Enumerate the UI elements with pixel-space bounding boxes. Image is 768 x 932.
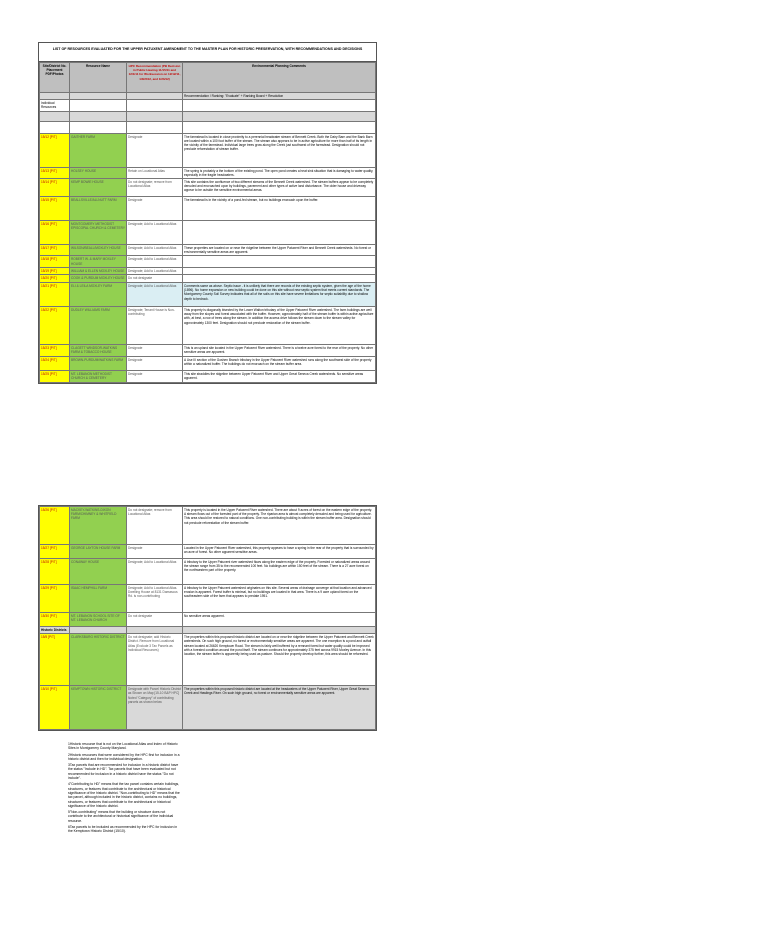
resource-name: WILSON/BEALL/MOXLEY HOUSE (70, 245, 127, 256)
footnotes (68, 742, 180, 836)
resource-table-continued (39, 506, 376, 730)
resource-row (40, 197, 376, 221)
resource-row (40, 559, 376, 585)
environmental-comment: The properties within this proposed historic district are located on or near the ridgeline between the Upper Patuxent and Bennett Creek watersheds. On such high ground, no forest or environmentally sensitive areas are apparent. The one exception is a pond and outfall stream located at 26620 Kemptown Road. The stream is fairly well buffered by a remnant forest but water quality could be improved with a forested condition around the pond itself. The stream continues for approximately 375 feet across 9915 Moxley Avenue. In this location, the stream buffer is apparently being used as pasture. Should the property develop further, this area should be reforested. (183, 634, 376, 686)
site-id: 15/27 [P/T] (40, 545, 70, 559)
resource-table-page-2 (38, 505, 377, 731)
resource-name: ELI & LEILA MOXLEY FARM (70, 283, 127, 307)
hpc-status: Designate (127, 545, 183, 559)
resource-row (40, 357, 376, 371)
site-id: 15/12 [P/T] (40, 133, 70, 167)
environmental-comment (183, 221, 376, 245)
site-id: 15/13 [P/T] (40, 167, 70, 178)
hpc-status: Designate; Add to Locational Atlas (127, 559, 183, 585)
resource-name: BROWN-PURDUM/WATKINS FARM (70, 357, 127, 371)
resource-name: MT. LEBANON SCHOOL SITE OF MT. LEBANON CHURCH (70, 613, 127, 627)
resource-name: MT. LEBANON METHODIST CHURCH & CEMETERY (70, 371, 127, 383)
resource-name: MONTGOMERY METHODIST EPISCOPAL CHURCH & CEMETERY (70, 221, 127, 245)
hpc-status: Designate; Tenant House is Non-contributing (127, 307, 183, 345)
district-row (40, 634, 376, 686)
hpc-status: Designate (127, 197, 183, 221)
header-environmental-comments: Environmental Planning Comments (183, 63, 376, 93)
environmental-comment: This is an upland site located in the Upper Patuxent River watershed. There is a twelve acre forest to the rear of the property. No other sensitive areas are apparent. (183, 345, 376, 357)
site-id: 15/20 [P/T] (40, 275, 70, 283)
resource-row (40, 179, 376, 197)
resource-name: BEALLSVILLE/ALLNUTT FARM (70, 197, 127, 221)
resource-row (40, 283, 376, 307)
resource-name: KEMPTOWN HISTORIC DISTRICT (70, 686, 127, 730)
resource-name: CONAWAY HOUSE (70, 559, 127, 585)
site-id: 15/22 [P/T] (40, 307, 70, 345)
resource-table-page-1 (38, 42, 377, 384)
resource-row (40, 167, 376, 178)
header-hpc-recommendation: HPC Recommendation (PB Decision in Public Hearing 11/15/11 and 12/1/11 for Worksession on 12/12/11, 1/3/2012, and 1/23/12) (127, 63, 183, 93)
environmental-comment: A Use III section of the Goshen Branch tributary in the Upper Patuxent River watershed runs along the southwest side of the property within a naturalized buffer. The buildings do not encroach on the stream buffer area. (183, 357, 376, 371)
resource-table (39, 62, 376, 383)
hpc-status: Designate; Add to Locational Atlas (127, 256, 183, 267)
site-id: 15/18 [P/T] (40, 256, 70, 267)
environmental-comment: This property is located in the Upper Patuxent River watershed. There are about 9 acres of forest on the eastern edge of the property. A stream flows out of the forested part of the property. The riparian area is almost completely denuded and being used for agriculture. This area should be restored to natural conditions. One non-contributing building is within the stream buffer area. Designation should not preclude reforestation of the stream buffer. (183, 507, 376, 545)
environmental-comment: Located in the Upper Patuxent River watershed, this property appears to have a spring in the rear of the property that is surrounded by an acre of forest. No other apparent sensitive areas. (183, 545, 376, 559)
environmental-comment: This site straddles the ridgeline between Upper Patuxent River and Upper Great Seneca Creek watersheds. No sensitive areas apparent. (183, 371, 376, 383)
resource-name: CLARKSBURG HISTORIC DISTRICT (70, 634, 127, 686)
district-row (40, 686, 376, 730)
environmental-comment: The properties within this proposed historic district are located at the headwaters of the Upper Patuxent River, Upper Great Seneca Creek and Hawlings River. On such high ground, no forest or environmentally sensitive areas are apparent. (183, 686, 376, 730)
resource-name: CLAGETT WINDSOR-WATKINS FARM & TOBACCO HOUSE (70, 345, 127, 357)
footnote: 4"Contributing to HD" means that the tax parcel contains certain buildings, structures, or features that contribute to the architectural or historical significance of the historic district. "Non-contributing to HD" means that the tax parcel, although included in the historic district, contains no buildings, structures, or features that contribute to the architectural or historical significance of the historic district. (68, 782, 180, 808)
hpc-status: Do not designate; remove from Locational Atlas (127, 507, 183, 545)
footnote: 6Tax parcels to be included as recommended by the HPC for inclusion in the Kemptown Historic District (15/10). (68, 825, 178, 834)
site-id: 15/23 [P/T] (40, 345, 70, 357)
site-id: 15/16 [P/T] (40, 221, 70, 245)
resource-name: ISAAC HEMPHILL FARM (70, 585, 127, 613)
site-id: 15/19 [P/T] (40, 267, 70, 274)
header-resource-name: Resource Name (70, 63, 127, 93)
site-id: 15/28 [P/T] (40, 559, 70, 585)
site-id: 15/26 [P/T] (40, 507, 70, 545)
resource-row (40, 245, 376, 256)
site-id: 15/14 [P/T] (40, 179, 70, 197)
section-label-individual: Individual Resources (40, 100, 70, 111)
resource-row (40, 256, 376, 267)
resource-row (40, 545, 376, 559)
site-id: 15/25 [P/T] (40, 371, 70, 383)
hpc-status: Designate; Add to Locational Atlas (127, 283, 183, 307)
hpc-status: Designate (127, 345, 183, 357)
environmental-comment (183, 256, 376, 267)
environmental-comment: The farmstead is located in close proximity to a perennial headwater stream of Bennett Creek. Both the Dairy Barn and the Bank Barn are located within a 100 foot buffer of the stream. The stream also appears to be in active agriculture for more than half of its length in the vicinity of the farmstead. Individual large trees grow along the Creek just southwest of the farmstead. Designation should not preclude reforestation of stream buffer. (183, 133, 376, 167)
site-id: 15/5 [P/T] (40, 634, 70, 686)
resource-row (40, 307, 376, 345)
resource-name: COOK & PURDUM MOXLEY HOUSE (70, 275, 127, 283)
hpc-status: Designate; Add to Locational Atlas (127, 221, 183, 245)
resource-name: GEORGE LAYTON HOUSE FARM (70, 545, 127, 559)
hpc-status: Designate; Add to Locational Atlas (127, 267, 183, 274)
resource-row (40, 221, 376, 245)
hpc-status: Designate (127, 357, 183, 371)
site-id: 15/29 [P/T] (40, 585, 70, 613)
site-id: 15/10 [P/T] (40, 686, 70, 730)
environmental-comment (183, 267, 376, 274)
table-title: LIST OF RESOURCES EVALUATED FOR THE UPPER PATUXENT AMENDMENT TO THE MASTER PLAN FOR HISTORIC PRESERVATION, WITH RECOMMENDATIONS AND DECISIONS (39, 43, 376, 62)
footnote: 2Historic resources that were considered by the HPC first for inclusion in a historic district and then for individual designation. (68, 752, 180, 761)
resource-row (40, 585, 376, 613)
environmental-comment (183, 275, 376, 283)
site-id: 15/17 [P/T] (40, 245, 70, 256)
hpc-status: Designate with Parcel Historic District as Shown on Map [15-10 B&P HPC] Noted "Category" of contributing parcels as shown below (127, 686, 183, 730)
hpc-status: Designate (127, 371, 183, 383)
resource-name: DUDLEY WILLIAMS FARM (70, 307, 127, 345)
resource-name: KEMP BOWIE HOUSE (70, 179, 127, 197)
resource-row (40, 507, 376, 545)
environmental-comment: A tributary to the Upper Patuxent river watershed flows along the eastern edge of the property. Forested or naturalized areas around the stream range from 35 to the recommended 100 feet. No buildings are within 150 feet of the stream. There is a 27 acre forest on the northwestern part of the property. (183, 559, 376, 585)
environmental-comment: This site contains the confluence of two different streams of the Bennett Creek watershed. The stream buffers appear to be completely denuded and encroached upon by buildings, pavement and other types of active land disturbance. The older house and driveway appear to be outside the sensitive environmental areas. (183, 179, 376, 197)
resource-name: ROBERT W. & MARY MOXLEY HOUSE (70, 256, 127, 267)
hpc-status: Designate; Add to Locational Atlas. Dwelling House at 8131 Damascus Rd. is non-contributing (127, 585, 183, 613)
hpc-status: Do not designate (127, 613, 183, 627)
hpc-status: Retain on Locational Atlas (127, 167, 183, 178)
resource-name: HOLSEY HOUSE (70, 167, 127, 178)
site-id: 15/30 [P/T] (40, 613, 70, 627)
environmental-comment: A tributary to the Upper Patuxent watershed originates on this site. Several areas of drainage converge at that location and advanced erosion is apparent. Forest buffer is minimal, but no buildings are located in that area. There is a 9 acre upland forest on the southeastern side of the farm that appears to predate 1951. (183, 585, 376, 613)
resource-name: WILLIAM & ELLEN MOXLEY HOUSE (70, 267, 127, 274)
footnote: 5"Non-contributing" means that the building or structure does not contribute to the architectural or historical significance of the individual resource. (68, 810, 174, 823)
resource-name: MACKEY-WATKINS-DIXON FARM/CHIMNEY & WHITFIELD FARM (70, 507, 127, 545)
environmental-comment: No sensitive areas apparent. (183, 613, 376, 627)
environmental-comment: The farmstead is in the vicinity of a pond-fed stream, but no buildings encroach upon the buffer. (183, 197, 376, 221)
resource-row (40, 371, 376, 383)
footnote: 3Tax parcels that are recommended for inclusion in a historic district have the status "Include in HD". Tax parcels that have been evaluated but not recommended for inclusion in a historic district have the status "Do not include". (68, 763, 179, 781)
hpc-status: Do not designate; add Historic District. Remove from Locational Atlas (Exclude 3 Tax Parcels as Individual Resources) (127, 634, 183, 686)
environmental-comment: The spring is probably a the bottom of the existing pond. The open pond creates a heat sink situation that is damaging to water quality, especially in the fragile headwaters. (183, 167, 376, 178)
environmental-comment: Comments same as above. Septic issue - it is unlikely that there are records of the existing septic system, given the age of the home (1896). No home expansion or new building could be done on this site without new septic system that meets current standards. The Montgomery County Soil Survey indicates that all of the soils on this site have severe limitations for septic suitability due to shallow depth to bedrock. (183, 283, 376, 307)
resource-row (40, 267, 376, 274)
hpc-status: Do not designate (127, 275, 183, 283)
hpc-status: Designate (127, 133, 183, 167)
environmental-comment: These properties are located on or near the ridgeline between the Upper Patuxent River and Bennett Creek watersheds. No forest or environmentally sensitive areas are apparent. (183, 245, 376, 256)
header-site-no: Site/District No. Placement PDF/Photos (40, 63, 70, 93)
resource-row (40, 613, 376, 627)
hpc-status: Designate; Add to Locational Atlas (127, 245, 183, 256)
site-id: 15/15 [P/T] (40, 197, 70, 221)
section-label-districts: Historic Districts (40, 627, 70, 634)
site-id: 15/24 [P/T] (40, 357, 70, 371)
footnote: 1Historic resource that is not on the Locational Atlas and Index of Historic Sites in Montgomery County Maryland. (68, 742, 178, 751)
resource-row (40, 275, 376, 283)
resource-row (40, 345, 376, 357)
hpc-status: Do not designate; remove from Locational Atlas (127, 179, 183, 197)
environmental-comment: This property is diagonally bisected by the Lower Walton tributary of the Upper Patuxent River watershed. The farm buildings are well away from the slopes and forest associated with the buffer. However, approximately half of the stream buffer is within active agriculture with, at best, a row of trees along the stream. In addition the access drive follows the stream down to the stream valley for approximately 1300 feet. Designation should not preclude restoration of the stream buffer. (183, 307, 376, 345)
resource-row (40, 133, 376, 167)
site-id: 15/21 [P/T] (40, 283, 70, 307)
resource-name: GAITHER FARM (70, 133, 127, 167)
subheader-text: Recommendation / Ranking: "Evaluate" + Ranking Board + Resolution (183, 93, 376, 100)
